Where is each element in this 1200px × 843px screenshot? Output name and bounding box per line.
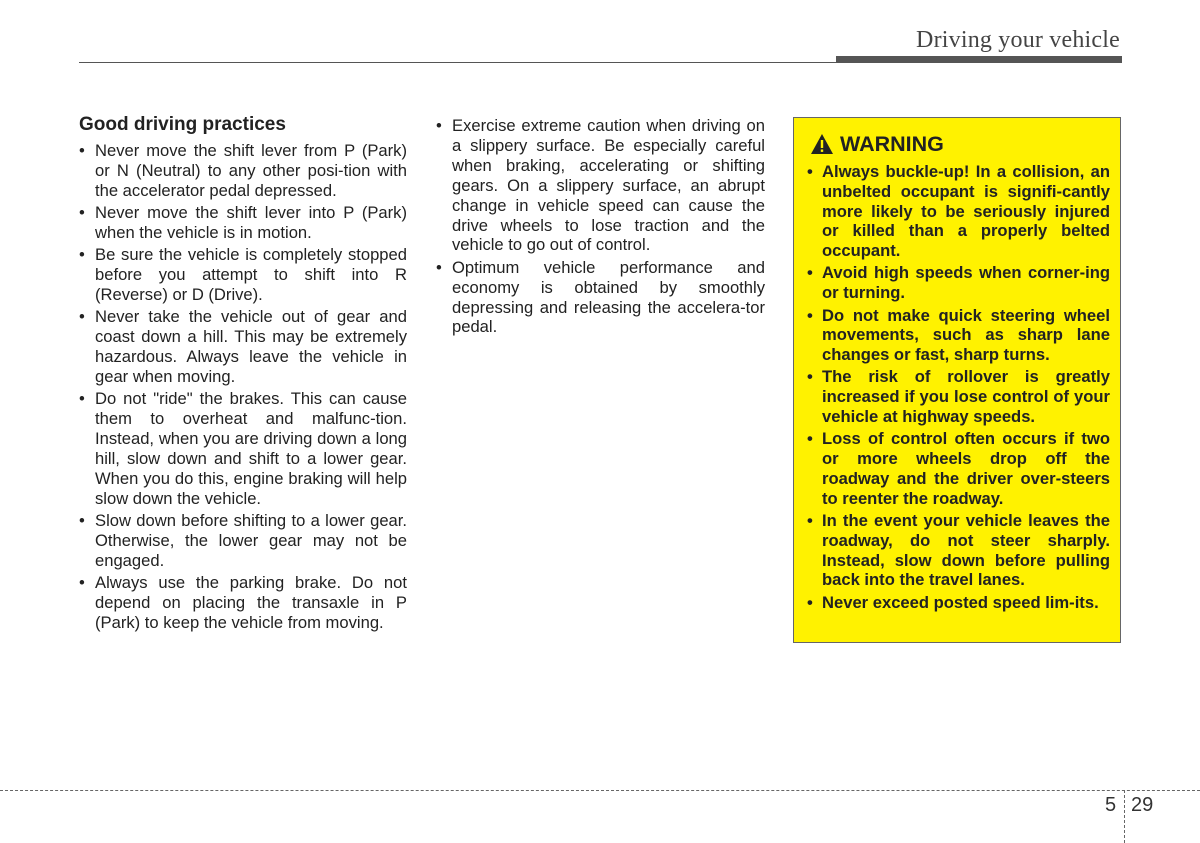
good-practices-list [79,141,407,633]
warning-item: • In the event your vehicle leaves the roadway, do not steer sharply. Instead, slow down before pulling back into the travel lanes. [805,511,1110,590]
warning-item: • The risk of rollover is greatly increased if you lose control of your vehicle at highway speeds. [805,367,1110,426]
warning-triangle-icon [810,133,834,155]
warning-heading [805,130,1110,158]
page-number: 29 [1131,794,1154,816]
warning-item: • Never exceed posted speed lim-its. [805,593,1110,613]
warning-list [805,162,1110,613]
footer-rule [0,790,1200,791]
warning-item: • Loss of control often occurs if two or more wheels drop off the roadway and the driver over-steers to reenter the roadway. [805,429,1110,508]
warning-box [793,117,1121,643]
list-item: • Optimum vehicle performance and economy is obtained by smoothly depressing and releasing the accelera-tor pedal. [436,258,765,338]
chapter-number: 5 [1105,794,1117,816]
warning-item: • Avoid high speeds when corner-ing or turning. [805,263,1110,303]
middle-column [436,116,765,340]
section-heading: Good driving practices [79,114,286,135]
header-title: Driving your vehicle [916,27,1120,53]
footer-divider [1124,790,1125,843]
warning-item: • Always buckle-up! In a collision, an unbelted occupant is signifi-cantly more likely to be seriously injured or killed than a properly belted occupant. [805,162,1110,261]
list-item: • Do not "ride" the brakes. This can cause them to overheat and malfunc-tion. Instead, when you are driving down a long hill, slow down and shift to a lower gear. When you do this, engine braking will help slow down the vehicle. [79,389,407,508]
list-item: • Slow down before shifting to a lower gear. Otherwise, the lower gear may not be engaged. [79,511,407,571]
list-item: • Exercise extreme caution when driving on a slippery surface. Be especially careful when braking, accelerating or shifting gears. On a slippery surface, an abrupt change in vehicle speed can cause the drive wheels to lose traction and the vehicle to go out of control. [436,116,765,255]
warning-title: WARNING [840,131,944,156]
list-item: • Always use the parking brake. Do not depend on placing the transaxle in P (Park) to keep the vehicle from moving. [79,573,407,633]
caution-list [436,116,765,337]
list-item: • Be sure the vehicle is completely stopped before you attempt to shift into R (Reverse) or D (Drive). [79,245,407,305]
header-rule-accent [836,56,1122,63]
list-item: • Never take the vehicle out of gear and coast down a hill. This may be extremely hazardous. Always leave the vehicle in gear when moving. [79,307,407,387]
left-column [79,114,407,635]
list-item: • Never move the shift lever into P (Park) when the vehicle is in motion. [79,203,407,243]
list-item: • Never move the shift lever from P (Park) or N (Neutral) to any other posi-tion with the accelerator pedal depressed. [79,141,407,201]
warning-item: • Do not make quick steering wheel movements, such as sharp lane changes or fast, sharp turns. [805,306,1110,365]
